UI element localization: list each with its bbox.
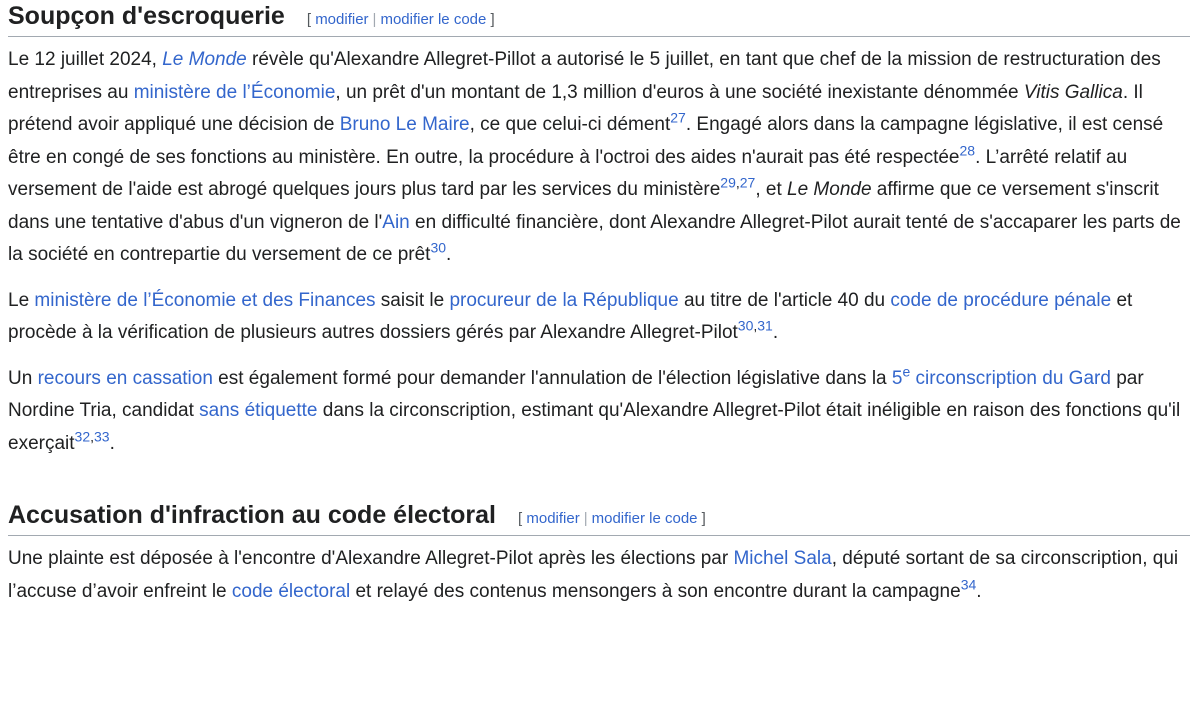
link-ministere-economie-finances[interactable]: ministère de l’Économie et des Finances <box>34 289 376 311</box>
paragraph-3: Un recours en cassation est également formé pour demander l'annulation de l'élection législative dans la 5e circonscription du Gard par Nordine Tria, candidat sans étiquette dans la circonscription, estimant qu'Alexandre Allegret-Pilot était inéligible en raison des fonctions qu'il exerçait$^{32,33}$. <box>8 363 1181 454</box>
edit-section-links: [ modifier | modifier le code ] <box>518 510 706 527</box>
link-michel-sala[interactable]: Michel Sala <box>733 548 832 569</box>
link-code-electoral[interactable]: code électoral <box>231 580 351 602</box>
reference-33[interactable]: 33 <box>94 428 110 445</box>
link-code-procedure-penale[interactable]: code de procédure pénale <box>890 289 1112 311</box>
reference-27b[interactable]: 27 <box>739 174 756 191</box>
le-monde-text: Le Monde <box>787 179 872 200</box>
paragraph-1: Le 12 juillet 2024, Le Monde révèle qu'Alexandre Allegret-Pillot a autorisé le 5 juillet, en tant que chef de la mission de restructuration des entreprises au ministère de l’Économie, un prêt d'un montant de 1,3 million d'euros à une société inexistante dénommée Vitis Gallica. Il prétend avoir appliqué une décision de Bruno Le Maire, ce que celui-ci dément$^{27}$. Engagé alors dans la campagne législative, il est censé être en congé de ses fonctions au ministère. En outre, la procédure à l'octroi des aides n'aurait pas été respectée$^{28}$. L’arrêté relatif au versement de l'aide est abrogé quelques jours plus tard par les services du ministère$^{29,27}$, et Le Monde affirme que ce versement s'inscrit dans une tentative d'abus d'un vigneron de l'Ain en difficulté financière, dont Alexandre Allegret-Pilot aurait tenté de s'accaparer les parts de la société en contrepartie du versement de ce prêt$^{30}$. <box>8 49 1181 265</box>
edit-source-link[interactable]: modifier le code <box>380 11 487 28</box>
link-sans-etiquette[interactable]: sans étiquette <box>199 400 318 421</box>
link-bruno-le-maire[interactable]: Bruno Le Maire <box>339 114 470 135</box>
vitis-gallica-text: Vitis Gallica <box>1023 81 1123 103</box>
reference-30[interactable]: 30 <box>430 239 447 256</box>
link-procureur[interactable]: procureur de la République <box>449 289 679 311</box>
link-ain[interactable]: Ain <box>382 211 410 233</box>
edit-link[interactable]: modifier <box>526 510 580 527</box>
reference-28[interactable]: 28 <box>959 142 976 159</box>
link-le-monde[interactable]: Le Monde <box>162 49 247 70</box>
link-5e-circonscription-gard[interactable]: 5e circonscription du Gard <box>891 363 1111 389</box>
reference-27[interactable]: 27 <box>670 109 686 126</box>
reference-31[interactable]: 31 <box>757 317 773 334</box>
reference-29[interactable]: 29 <box>720 174 736 191</box>
link-ministere-economie[interactable]: ministère de l’Économie <box>133 81 336 103</box>
link-recours-cassation[interactable]: recours en cassation <box>37 367 213 389</box>
paragraph-2: Le ministère de l’Économie et des Finances saisit le procureur de la République au titre de l'article 40 du code de procédure pénale et procède à la vérification de plusieurs autres dossiers gérés par Alexandre Allegret-Pilot$^{30,31}$. <box>8 289 1133 343</box>
section-heading-accusation <box>8 499 1190 536</box>
section-heading-soupcon <box>8 0 1190 37</box>
edit-source-link[interactable]: modifier le code <box>591 510 698 527</box>
reference-34[interactable]: 34 <box>960 576 977 593</box>
paragraph-4: Une plainte est déposée à l'encontre d'Alexandre Allegret-Pilot après les élections par Michel Sala, député sortant de sa circonscription, qui l’accuse d’avoir enfreint le code électoral et relayé des contenus mensongers à son encontre durant la campagne$^{34}$. <box>8 548 1179 602</box>
reference-30b[interactable]: 30 <box>737 317 754 334</box>
section-title: Soupçon d'escroquerie <box>8 2 285 30</box>
reference-32[interactable]: 32 <box>74 428 91 445</box>
edit-link[interactable]: modifier <box>315 11 369 28</box>
section-title: Accusation d'infraction au code électoral <box>8 501 497 529</box>
edit-section-links: [ modifier | modifier le code ] <box>306 11 495 28</box>
